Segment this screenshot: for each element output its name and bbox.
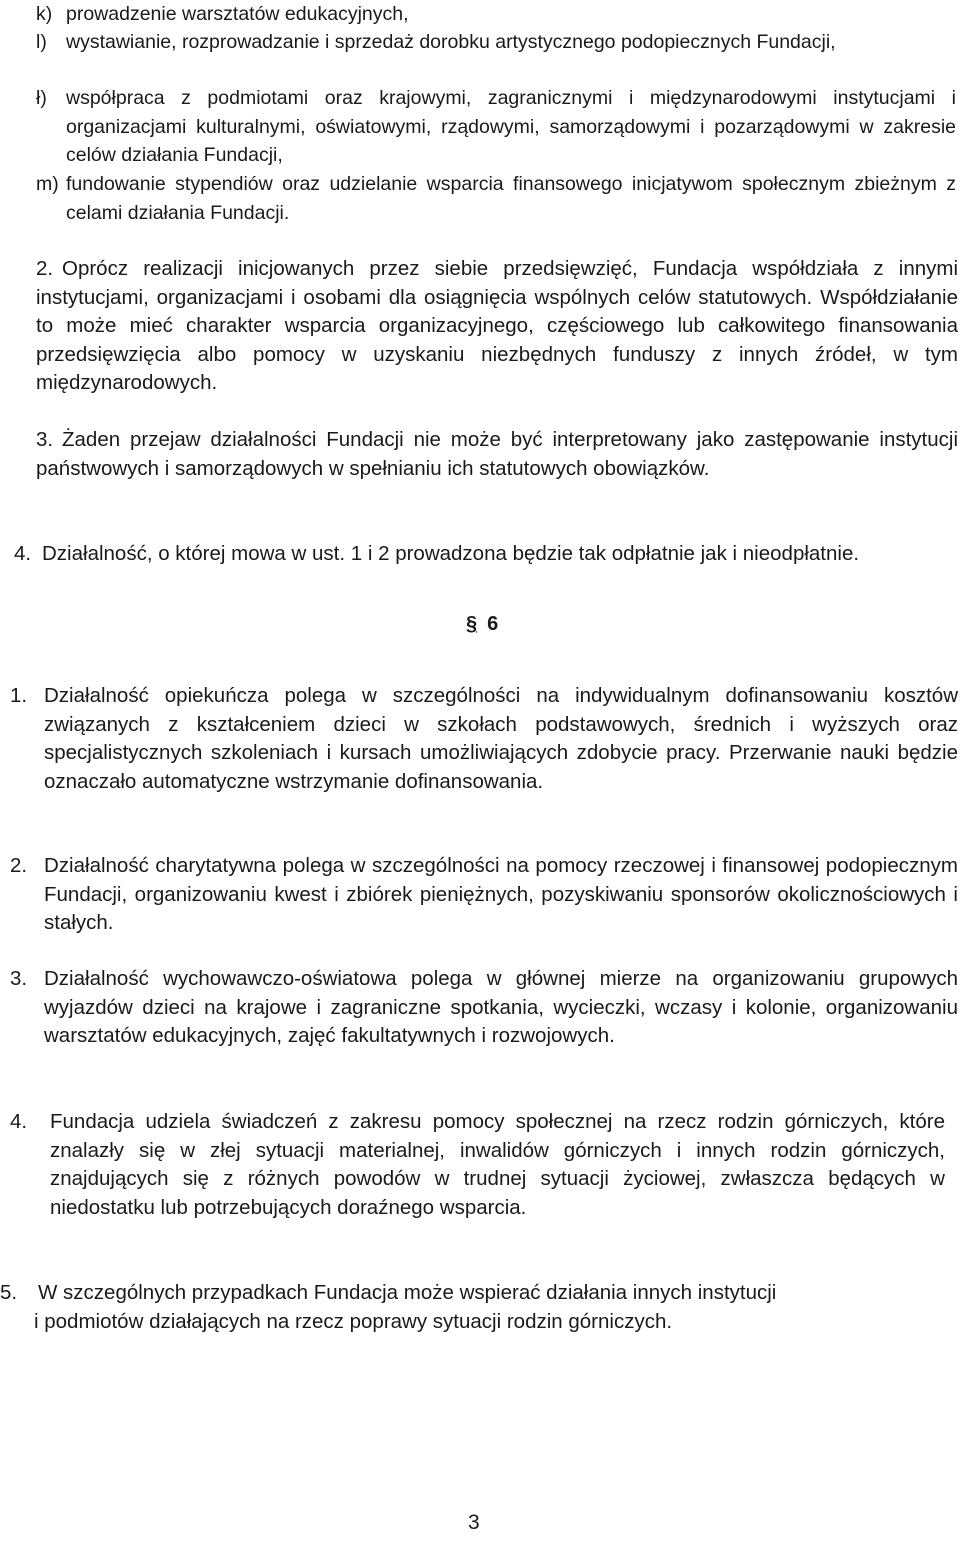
list-item-marker: k) — [36, 3, 53, 25]
paragraph-text: W szczególnych przypadkach Fundacja może wspierać działania innych instytucji — [38, 1281, 777, 1304]
list-item-text: prowadzenie warsztatów edukacyjnych, — [66, 3, 409, 25]
paragraph — [36, 255, 958, 398]
paragraph — [0, 1108, 960, 1222]
paragraph-text: Działalność wychowawczo-oświatowa polega w głównej mierze na organizowaniu grupowych wyjazdów dzieci na krajowe i zagraniczne spotkania, wycieczki, wczasy i kolonie, organizowaniu warsztatów edukacyjnych, zajęć fakultatywnych i rozwojowych. — [44, 967, 958, 1047]
paragraph — [0, 1279, 960, 1336]
paragraph — [0, 682, 960, 796]
paragraph — [36, 426, 958, 483]
paragraph-text: Działalność, o której mowa w ust. 1 i 2 prowadzona będzie tak odpłatnie jak i nieodpłatnie. — [42, 542, 860, 565]
list-item-marker: m) — [36, 173, 59, 195]
list-item — [0, 28, 960, 86]
paragraph-marker: 4. — [14, 542, 32, 565]
section-symbol: § — [466, 613, 478, 635]
paragraph-text: Fundacja udziela świadczeń z zakresu pomocy społecznej na rzecz rodzin górniczych, które znalazły się w złej sytuacji materialnej, inwalidów górniczych i innych rodzin górniczych, znajdujących się z różnych powodów w trudnej sytuacji życiowej, zwłaszcza będących w niedostatku lub potrzebujących doraźnego wsparcia. — [50, 1110, 945, 1219]
paragraph-text: Działalność opiekuńcza polega w szczególności na indywidualnym dofinansowaniu kosztów związanych z kształceniem dzieci w szkołach podstawowych, średnich i wyższych oraz specjalistycznych szkoleniach i kursach umożliwiających zdobycie pracy. Przerwanie nauki będzie oznaczało automatyczne wstrzymanie dofinansowania. — [44, 684, 958, 793]
paragraph — [0, 965, 960, 1051]
paragraph-marker: 2. — [10, 854, 28, 877]
list-item-marker: l) — [36, 31, 47, 53]
paragraph — [0, 852, 960, 938]
paragraph-continuation: i podmiotów działających na rzecz poprawy sytuacji rodzin górniczych. — [34, 1309, 673, 1333]
section-heading — [466, 610, 498, 638]
paragraph-text: Oprócz realizacji inicjowanych przez siebie przedsięwzięć, Fundacja współdziała z innymi instytucjami, organizacjami i osobami dla osiągnięcia wspólnych celów statutowych. Współdziałanie to może mieć charakter wsparcia organizacyjnego, częściowego lub całkowitego finansowania przedsięwzięcia albo pomocy w uzyskaniu niezbędnych funduszy z innych źródeł, w tym międzynarodowych. — [36, 257, 958, 394]
paragraph-marker: 5. — [0, 1281, 18, 1304]
paragraph-marker: 1. — [10, 684, 28, 707]
paragraph-marker: 4. — [10, 1110, 28, 1133]
paragraph-marker: 3. — [36, 428, 54, 451]
paragraph-text: Żaden przejaw działalności Fundacji nie może być interpretowany jako zastępowanie instytucji państwowych i samorządowych w spełnianiu ich statutowych obowiązków. — [36, 428, 958, 480]
list-item — [0, 0, 960, 29]
section-number: 6 — [487, 613, 499, 635]
list-item — [0, 84, 960, 172]
paragraph-marker: 2. — [36, 257, 54, 280]
list-item — [0, 170, 960, 230]
list-item-marker: ł) — [36, 87, 47, 109]
paragraph-first-line — [0, 1279, 960, 1308]
list-item-text: fundowanie stypendiów oraz udzielanie wsparcia finansowego inicjatywom społecznym zbieżnym z celami działania Fundacji. — [66, 173, 956, 224]
paragraph — [0, 540, 960, 569]
paragraph-text: Działalność charytatywna polega w szczególności na pomocy rzeczowej i finansowej podopiecznym Fundacji, organizowaniu kwest i zbiórek pieniężnych, pozyskiwaniu sponsorów okolicznościowych i stałych. — [44, 854, 958, 934]
list-item-text: wystawianie, rozprowadzanie i sprzedaż dorobku artystycznego podopiecznych Fundacji, — [66, 31, 836, 53]
paragraph-marker: 3. — [10, 967, 28, 990]
list-item-text: współpraca z podmiotami oraz krajowymi, zagranicznymi i międzynarodowymi instytucjami i organizacjami kulturalnymi, oświatowymi, rządowymi, samorządowymi i pozarządowymi w zakresie celów działania Fundacji, — [66, 87, 956, 167]
page-number: 3 — [468, 1511, 480, 1534]
